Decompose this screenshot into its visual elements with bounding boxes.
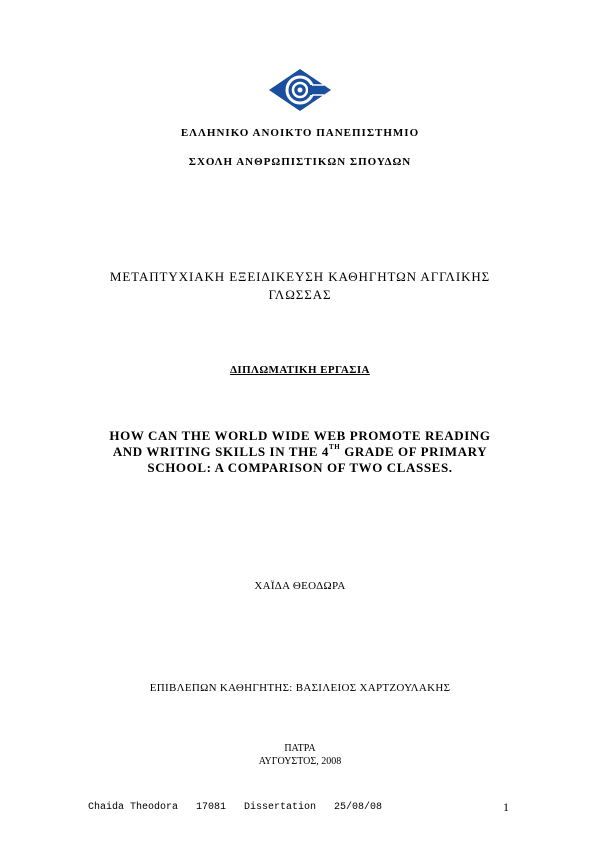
- program-name: [0, 268, 600, 304]
- footer-id: 17081: [196, 802, 227, 813]
- footer-date: 25/08/08: [334, 802, 383, 813]
- page-number: 1: [503, 800, 509, 814]
- university-name: ΕΛΛΗΝΙΚΟ ΑΝΟΙΚΤΟ ΠΑΝΕΠΙΣΤΗΜΙΟ: [180, 127, 420, 139]
- university-logo: [268, 68, 332, 112]
- page-footer: [88, 802, 400, 813]
- title-part-1: HOW CAN THE WORLD WIDE WEB PROMOTE READING AND WRITING SKILLS IN THE 4: [109, 428, 491, 459]
- date: ΑΥΓΟΥΣΤΟΣ, 2008: [258, 756, 342, 767]
- program-line-2: ΓΛΩΣΣΑΣ: [268, 287, 332, 302]
- title-superscript: TH: [329, 443, 341, 451]
- document-type: ΔΙΠΛΩΜΑΤΙΚΗ ΕΡΓΑΣΙΑ: [230, 364, 370, 376]
- author-name: ΧΑΪΔΑ ΘΕΟΔΩΡΑ: [254, 580, 346, 592]
- school-name: ΣΧΟΛΗ ΑΝΘΡΩΠΙΣΤΙΚΩΝ ΣΠΟΥΔΩΝ: [188, 156, 412, 168]
- thesis-title: [100, 428, 500, 476]
- place: ΠΑΤΡΑ: [284, 743, 316, 754]
- program-line-1: ΜΕΤΑΠΤΥΧΙΑΚΗ ΕΞΕΙΔΙΚΕΥΣΗ ΚΑΘΗΓΗΤΩΝ ΑΓΓΛΙΚΗΣ: [109, 269, 491, 284]
- supervisor-line: ΕΠΙΒΛΕΠΩΝ ΚΑΘΗΓΗΤΗΣ: ΒΑΣΙΛΕΙΟΣ ΧΑΡΤΖΟΥΛΑΚΗΣ: [149, 682, 451, 694]
- footer-type: Dissertation: [244, 802, 317, 813]
- title-part-2: GRADE OF PRIMARY SCHOOL: A COMPARISON OF TWO CLASSES.: [147, 444, 488, 475]
- footer-author: Chaida Theodora: [88, 802, 179, 813]
